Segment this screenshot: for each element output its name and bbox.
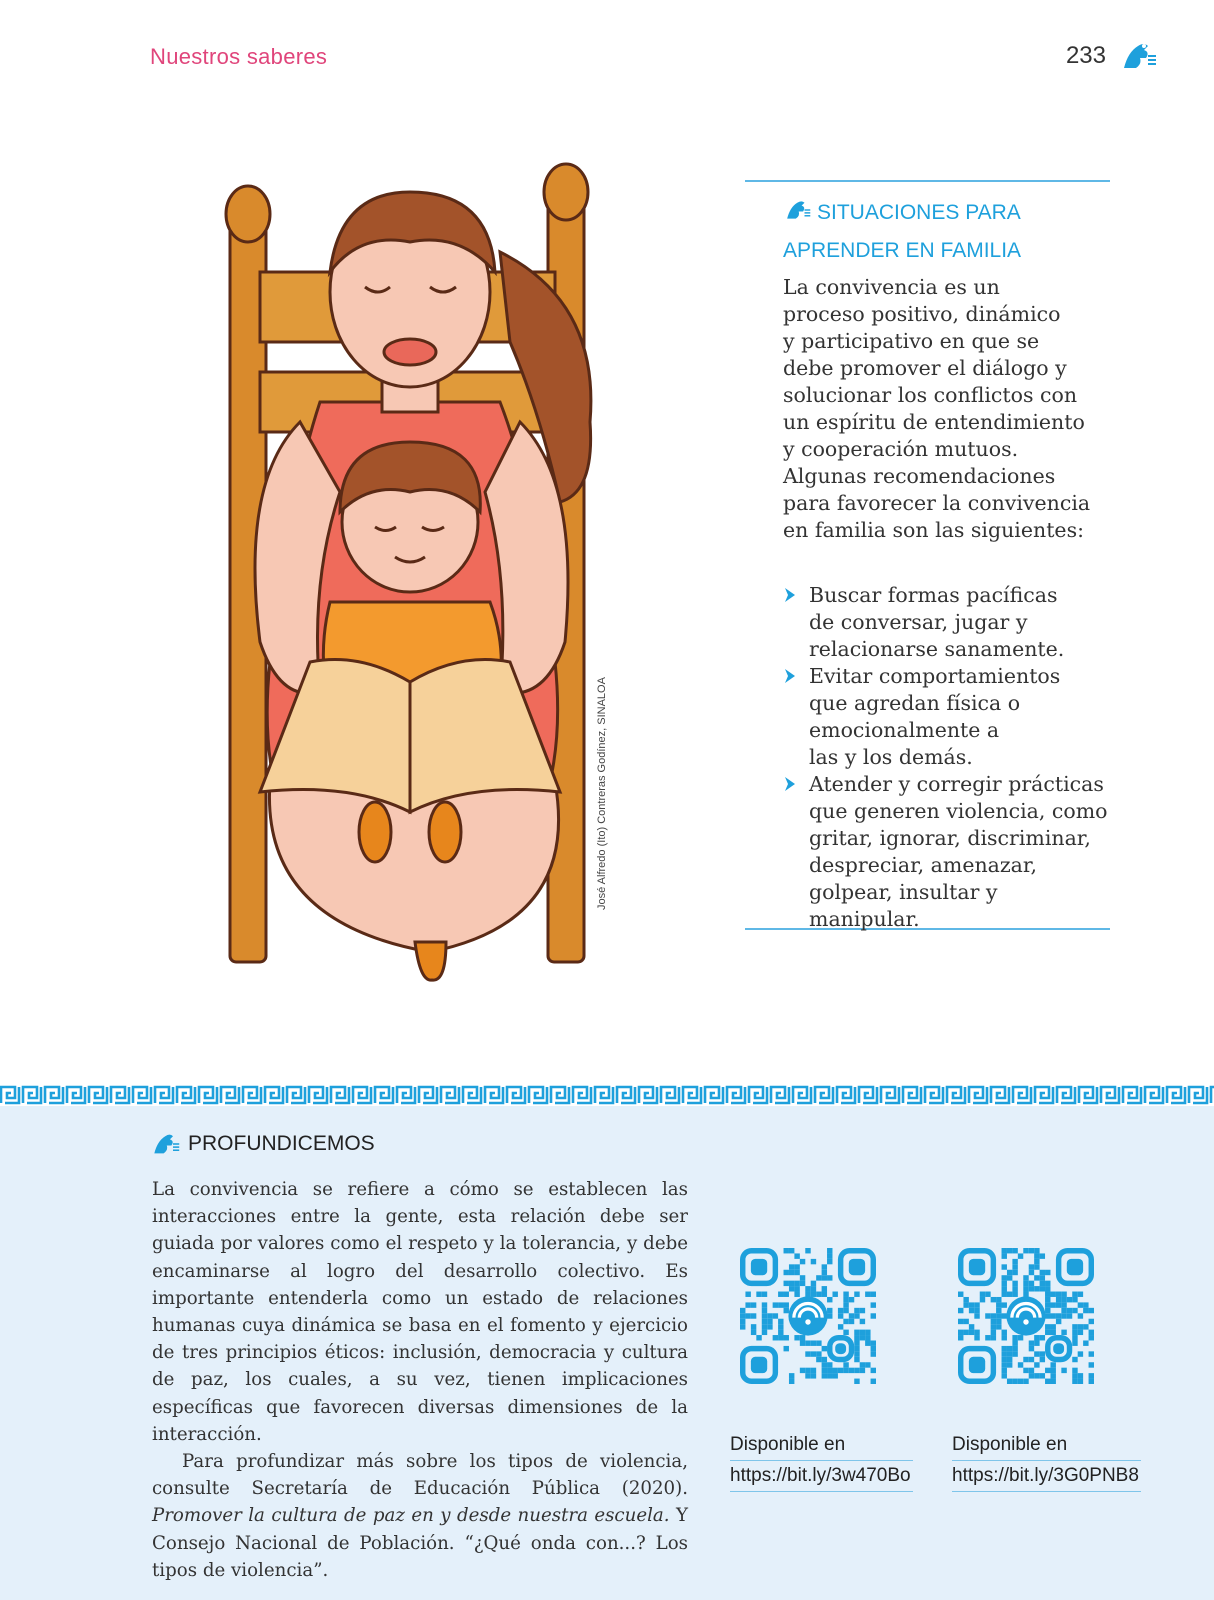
situaciones-bullet-line: Evitar comportamientos [809, 664, 1061, 688]
situaciones-body-line: solucionar los conflictos con [783, 383, 1078, 407]
situaciones-bullet-line: gritar, ignorar, discriminar, [809, 826, 1091, 850]
situaciones-bullet-list [783, 582, 1113, 933]
profundicemos-paragraph-2: Para profundizar más sobre los tipos de violencia, consulte Secretaría de Educación Pública (2020). Promover la cultura de paz en y desde nuestra escuela. Y Consejo Nacional de Población. “¿Qué onda con...? Los tipos de violencia”. [152, 1451, 688, 1581]
qr-caption-available: Disponible en [730, 1430, 913, 1461]
situaciones-body-line: y participativo en que se [783, 329, 1040, 353]
situaciones-body-line: proceso positivo, dinámico [783, 302, 1061, 326]
meander-border [0, 1084, 1214, 1106]
qr-link-2[interactable]: https://bit.ly/3G0PNB8 [952, 1461, 1141, 1492]
page-header-right [1066, 38, 1158, 74]
illustration-credit: José Alfredo (Ito) Contreras Godínez, SINALOA [596, 677, 608, 910]
situaciones-title: SITUACIONES PARA APRENDER EN FAMILIA [783, 194, 1021, 270]
mother-child-reading-illustration [200, 162, 640, 1022]
situaciones-body [783, 274, 1103, 544]
situaciones-bullet-line: emocionalmente a [809, 718, 1000, 742]
situaciones-bullet-line: Atender y corregir prácticas [809, 772, 1104, 796]
qr-link-1[interactable]: https://bit.ly/3w470Bo [730, 1461, 913, 1492]
profundicemos-title: PROFUNDICEMOS [150, 1130, 375, 1158]
situaciones-bullet-line: golpear, insultar y manipular. [809, 880, 998, 931]
situaciones-body-line: en familia son las siguientes: [783, 518, 1084, 542]
situaciones-body-line: para favorecer la convivencia [783, 491, 1091, 515]
situaciones-body-line: Algunas recomendaciones [783, 464, 1056, 488]
profundicemos-paragraph-1: La convivencia se refiere a cómo se establecen las interacciones entre la gente, esta relación debe ser guiada por valores como el respeto y la tolerancia, y debe encaminarse al logro del desarrollo colectivo. Es importante entenderla como un estado de relaciones humanas cuya dinámica se basa en el fomento y ejercicio de tres principios éticos: inclusión, democracia y cultura de paz, los cuales, a su vez, tienen implicaciones específicas que favorecen diversas dimensiones de la interacción. [152, 1179, 688, 1445]
situaciones-bullet-line: Buscar formas pacíficas [809, 583, 1058, 607]
qr-caption-2 [952, 1430, 1141, 1492]
situaciones-body-line: y cooperación mutuos. [783, 437, 1019, 461]
chevron-right-icon [783, 586, 799, 604]
page-number: 233 [1065, 42, 1106, 69]
profundicemos-text [152, 1176, 688, 1584]
chevron-right-icon [783, 667, 799, 685]
campo-formativo-icon [783, 197, 813, 223]
situaciones-box [745, 180, 1110, 930]
qr-caption-1 [730, 1430, 913, 1492]
situaciones-bullet-line: despreciar, amenazar, [809, 853, 1037, 877]
qr-code-1[interactable] [740, 1248, 876, 1384]
situaciones-body-line: debe promover el diálogo y [783, 356, 1067, 380]
qr-caption-available: Disponible en [952, 1430, 1141, 1461]
situaciones-body-line: un espíritu de entendimiento [783, 410, 1085, 434]
qr-code-2[interactable] [958, 1248, 1094, 1384]
situaciones-bullet-line: las y los demás. [809, 745, 973, 769]
section-title: Nuestros saberes [150, 44, 328, 69]
campo-formativo-icon [150, 1130, 182, 1158]
situaciones-bullet-item [783, 663, 1113, 771]
situaciones-body-line: La convivencia es un [783, 275, 1000, 299]
chevron-right-icon [783, 775, 799, 793]
campo-formativo-icon [1120, 38, 1158, 74]
situaciones-bullet-item [783, 771, 1113, 933]
situaciones-bullet-line: relacionarse sanamente. [809, 637, 1065, 661]
situaciones-bullet-item [783, 582, 1113, 663]
situaciones-bullet-line: que generen violencia, como [809, 799, 1108, 823]
situaciones-bullet-line: que agredan física o [809, 691, 1021, 715]
situaciones-bullet-line: de conversar, jugar y [809, 610, 1028, 634]
